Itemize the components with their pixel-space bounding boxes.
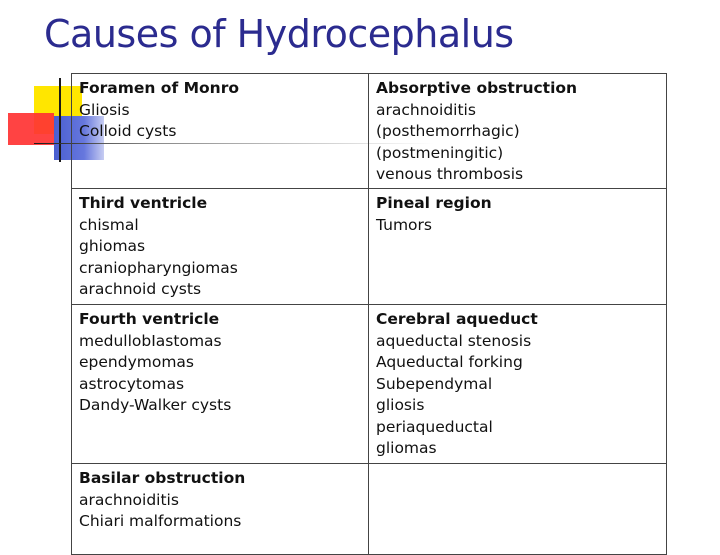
causes-table bbox=[71, 73, 667, 555]
cell-heading: Fourth ventricle bbox=[79, 310, 220, 328]
cell-heading: Foramen of Monro bbox=[79, 79, 239, 97]
decorative-red-square bbox=[8, 113, 54, 145]
slide-title: Causes of Hydrocephalus bbox=[44, 12, 514, 56]
cell-item: aqueductal stenosis bbox=[376, 331, 532, 350]
cell-item: craniopharyngiomas bbox=[79, 258, 238, 277]
cell-absorptive-obstruction bbox=[369, 74, 667, 189]
table-row bbox=[72, 189, 667, 305]
cell-cerebral-aqueduct bbox=[369, 305, 667, 464]
decorative-vertical-line bbox=[59, 78, 61, 162]
cell-item: (posthemorrhagic) bbox=[376, 122, 520, 140]
cell-heading: Basilar obstruction bbox=[79, 469, 246, 487]
cell-item: arachnoid cysts bbox=[79, 280, 202, 298]
cell-item: Gliosis bbox=[79, 100, 130, 119]
cell-item: venous thrombosis bbox=[376, 165, 524, 183]
cell-item: gliosis bbox=[376, 396, 425, 414]
cell-item: Aqueductal forking bbox=[376, 353, 523, 371]
table-row bbox=[72, 305, 667, 464]
cell-third-ventricle bbox=[72, 189, 369, 305]
cell-empty bbox=[369, 464, 667, 555]
cell-item: Chiari malformations bbox=[79, 512, 242, 530]
cell-item: Colloid cysts bbox=[79, 122, 177, 140]
table-row bbox=[72, 464, 667, 555]
cell-item: arachnoiditis bbox=[376, 100, 476, 119]
cell-basilar-obstruction bbox=[72, 464, 369, 555]
cell-heading: Third ventricle bbox=[79, 194, 208, 212]
cell-item: (postmeningitic) bbox=[376, 143, 504, 162]
cell-pineal-region bbox=[369, 189, 667, 305]
cell-heading: Cerebral aqueduct bbox=[376, 310, 538, 328]
cell-item: Tumors bbox=[376, 215, 432, 234]
table-row bbox=[72, 74, 667, 189]
cell-item: periaqueductal bbox=[376, 417, 493, 436]
cell-item: Dandy-Walker cysts bbox=[79, 396, 232, 414]
cell-item: astrocytomas bbox=[79, 374, 185, 393]
cell-item: medullobIastomas bbox=[79, 331, 222, 350]
cell-fourth-ventricle bbox=[72, 305, 369, 464]
cell-foramen-of-monro bbox=[72, 74, 369, 189]
cell-item: Subependymal bbox=[376, 374, 493, 393]
cell-item: chismal bbox=[79, 215, 139, 234]
cell-heading: Pineal region bbox=[376, 194, 492, 212]
cell-heading: Absorptive obstruction bbox=[376, 79, 578, 97]
cell-item: arachnoiditis bbox=[79, 490, 179, 509]
cell-item: ghiomas bbox=[79, 237, 146, 255]
cell-item: gliomas bbox=[376, 439, 437, 457]
cell-item: ependymomas bbox=[79, 353, 195, 371]
